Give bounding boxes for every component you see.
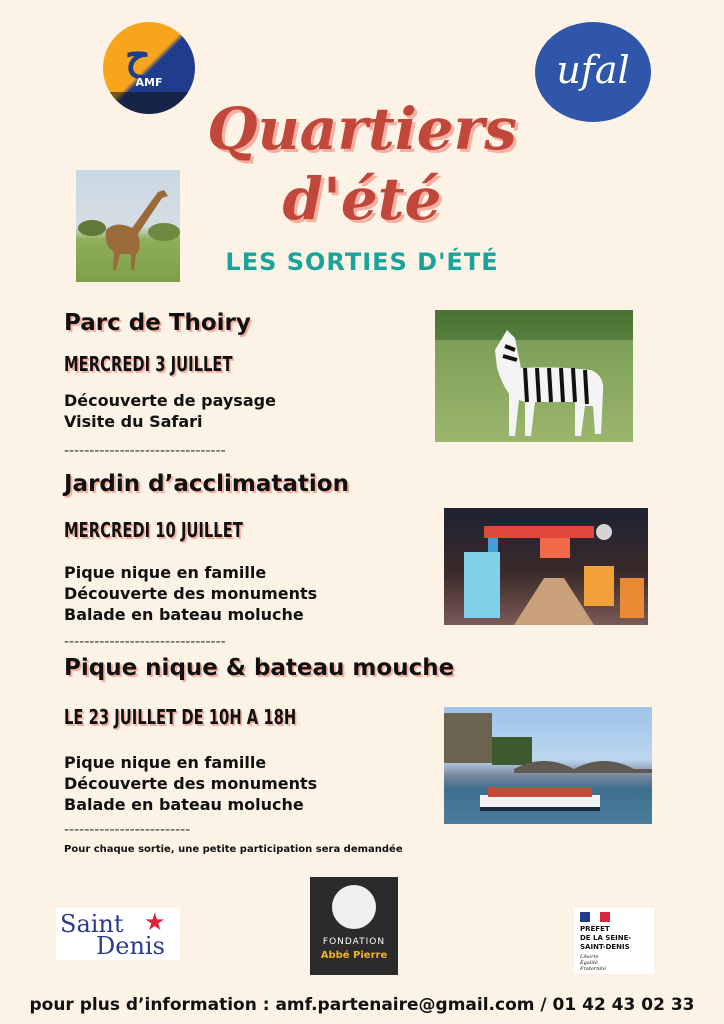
event-activities-thoiry [64, 390, 276, 432]
activity-item: Pique nique en famille [64, 753, 267, 772]
prefet-title: PRÉFET DE LA SEINE- SAINT-DENIS [580, 925, 632, 951]
activity-item: Visite du Safari [64, 412, 203, 431]
giraffe-photo [76, 170, 180, 282]
bateau-mouche-photo [444, 707, 652, 824]
page-title-line1: Quartiers [207, 95, 517, 163]
activity-item: Découverte de paysage [64, 391, 276, 410]
activity-item: Pique nique en famille [64, 563, 267, 582]
separator: -------------------------------- [64, 443, 226, 459]
saint-denis-logo [56, 908, 180, 960]
prefet-motto: Liberté Égalité Fraternité [580, 954, 606, 972]
activity-item: Balade en bateau moluche [64, 795, 304, 814]
prefet-logo [574, 908, 654, 974]
activity-item: Découverte des monuments [64, 584, 318, 603]
french-flag-icon [580, 912, 610, 922]
fondation-label: FONDATION [322, 937, 386, 947]
event-date-thoiry: MERCREDI 3 JUILLET [64, 352, 233, 376]
saint-denis-text-1: Saint [60, 910, 124, 938]
event-date-jardin: MERCREDI 10 JUILLET [64, 518, 243, 542]
separator: ------------------------- [64, 822, 191, 838]
amf-calligraphy-icon: ح [125, 32, 151, 79]
star-icon: ★ [144, 908, 166, 936]
event-place-thoiry: Parc de Thoiry [64, 310, 251, 336]
page-title-line2: d'été [282, 165, 442, 233]
event-activities-bateau [64, 752, 317, 815]
ufal-logo-text: ufal [556, 48, 630, 92]
lantern-festival-photo [444, 508, 648, 625]
participation-note: Pour chaque sortie, une petite participation sera demandée [64, 844, 403, 855]
abbe-pierre-label: Abbé Pierre [320, 950, 388, 961]
page-subtitle: LES SORTIES D'ÉTÉ [225, 248, 499, 276]
zebra-photo [435, 310, 633, 442]
activity-item: Balade en bateau moluche [64, 605, 304, 624]
event-activities-jardin [64, 562, 317, 625]
event-place-jardin: Jardin d’acclimatation [64, 471, 349, 497]
fondation-abbe-pierre-logo [310, 877, 398, 975]
event-place-bateau: Pique nique & bateau mouche [64, 655, 455, 681]
contact-info: pour plus d’information : amf.partenaire@gmail.com / 01 42 43 02 33 [29, 995, 695, 1015]
separator: -------------------------------- [64, 634, 226, 650]
amf-logo-text: AMF [135, 76, 163, 89]
activity-item: Découverte des monuments [64, 774, 318, 793]
portrait-icon [332, 885, 376, 929]
event-date-bateau: LE 23 JUILLET DE 10H A 18H [64, 705, 297, 729]
saint-denis-text-2: Denis [96, 932, 165, 960]
